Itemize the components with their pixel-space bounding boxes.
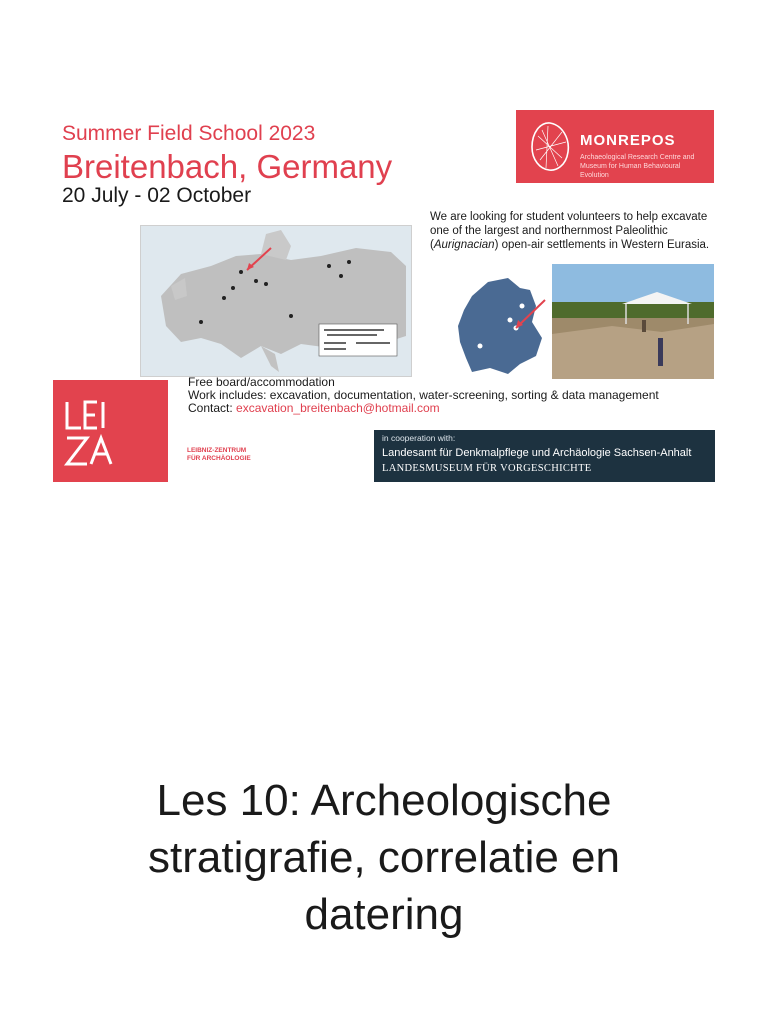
info-block xyxy=(188,376,659,415)
intro-text-part1: We are looking for student volunteers to help excavate one of the largest and northernmost Paleolithic ( xyxy=(430,211,708,251)
monrepos-logo xyxy=(516,110,714,183)
slide-title-line2: stratigrafie, correlatie en xyxy=(148,833,620,882)
cooperation-org1: Landesamt für Denkmalpflege und Archäologie Sachsen-Anhalt xyxy=(382,447,692,459)
cooperation-label: in cooperation with: xyxy=(382,433,456,443)
monrepos-name: MONREPOS xyxy=(580,132,676,149)
slide-title-line3: datering xyxy=(304,890,464,939)
info-accommodation: Free board/accommodation xyxy=(188,375,335,389)
poster-dates: 20 July - 02 October xyxy=(62,184,252,207)
info-contact xyxy=(188,402,659,415)
contact-label: Contact: xyxy=(188,401,237,415)
contact-email-link[interactable]: excavation_breitenbach@hotmail.com xyxy=(236,401,440,415)
intro-text xyxy=(430,210,720,252)
slide-title-line1: Les 10: Archeologische xyxy=(156,776,612,825)
leiza-line2: FÜR ARCHÄOLOGIE xyxy=(187,455,251,462)
germany-map-illustration xyxy=(450,276,550,376)
cooperation-org2: LANDESMUSEUM FÜR VORGESCHICHTE xyxy=(382,463,592,474)
leiza-line1: LEIBNIZ-ZENTRUM xyxy=(187,447,247,454)
leiza-caption xyxy=(187,447,251,463)
intro-aurignacian: Aurignacian xyxy=(433,239,495,251)
poster-overline: Summer Field School 2023 xyxy=(62,122,316,145)
excavation-site-photo xyxy=(552,264,714,379)
leiza-logo-mark-icon xyxy=(53,380,168,482)
monrepos-emblem-icon xyxy=(528,120,572,173)
cooperation-panel xyxy=(374,430,715,482)
monrepos-tagline: Archaeological Research Centre and Museum for Human Behavioural Evolution xyxy=(580,154,695,179)
intro-text-part2: ) open-air settlements in Western Eurasia. xyxy=(494,239,710,251)
poster-headline: Breitenbach, Germany xyxy=(62,148,393,185)
leiza-logo xyxy=(53,380,168,482)
info-work: Work includes: excavation, documentation, water-screening, sorting & data management xyxy=(188,388,659,402)
slide-title xyxy=(0,772,768,943)
europe-site-map xyxy=(140,225,412,377)
excavation-scene-illustration xyxy=(552,264,714,379)
europe-map-illustration xyxy=(141,226,411,376)
